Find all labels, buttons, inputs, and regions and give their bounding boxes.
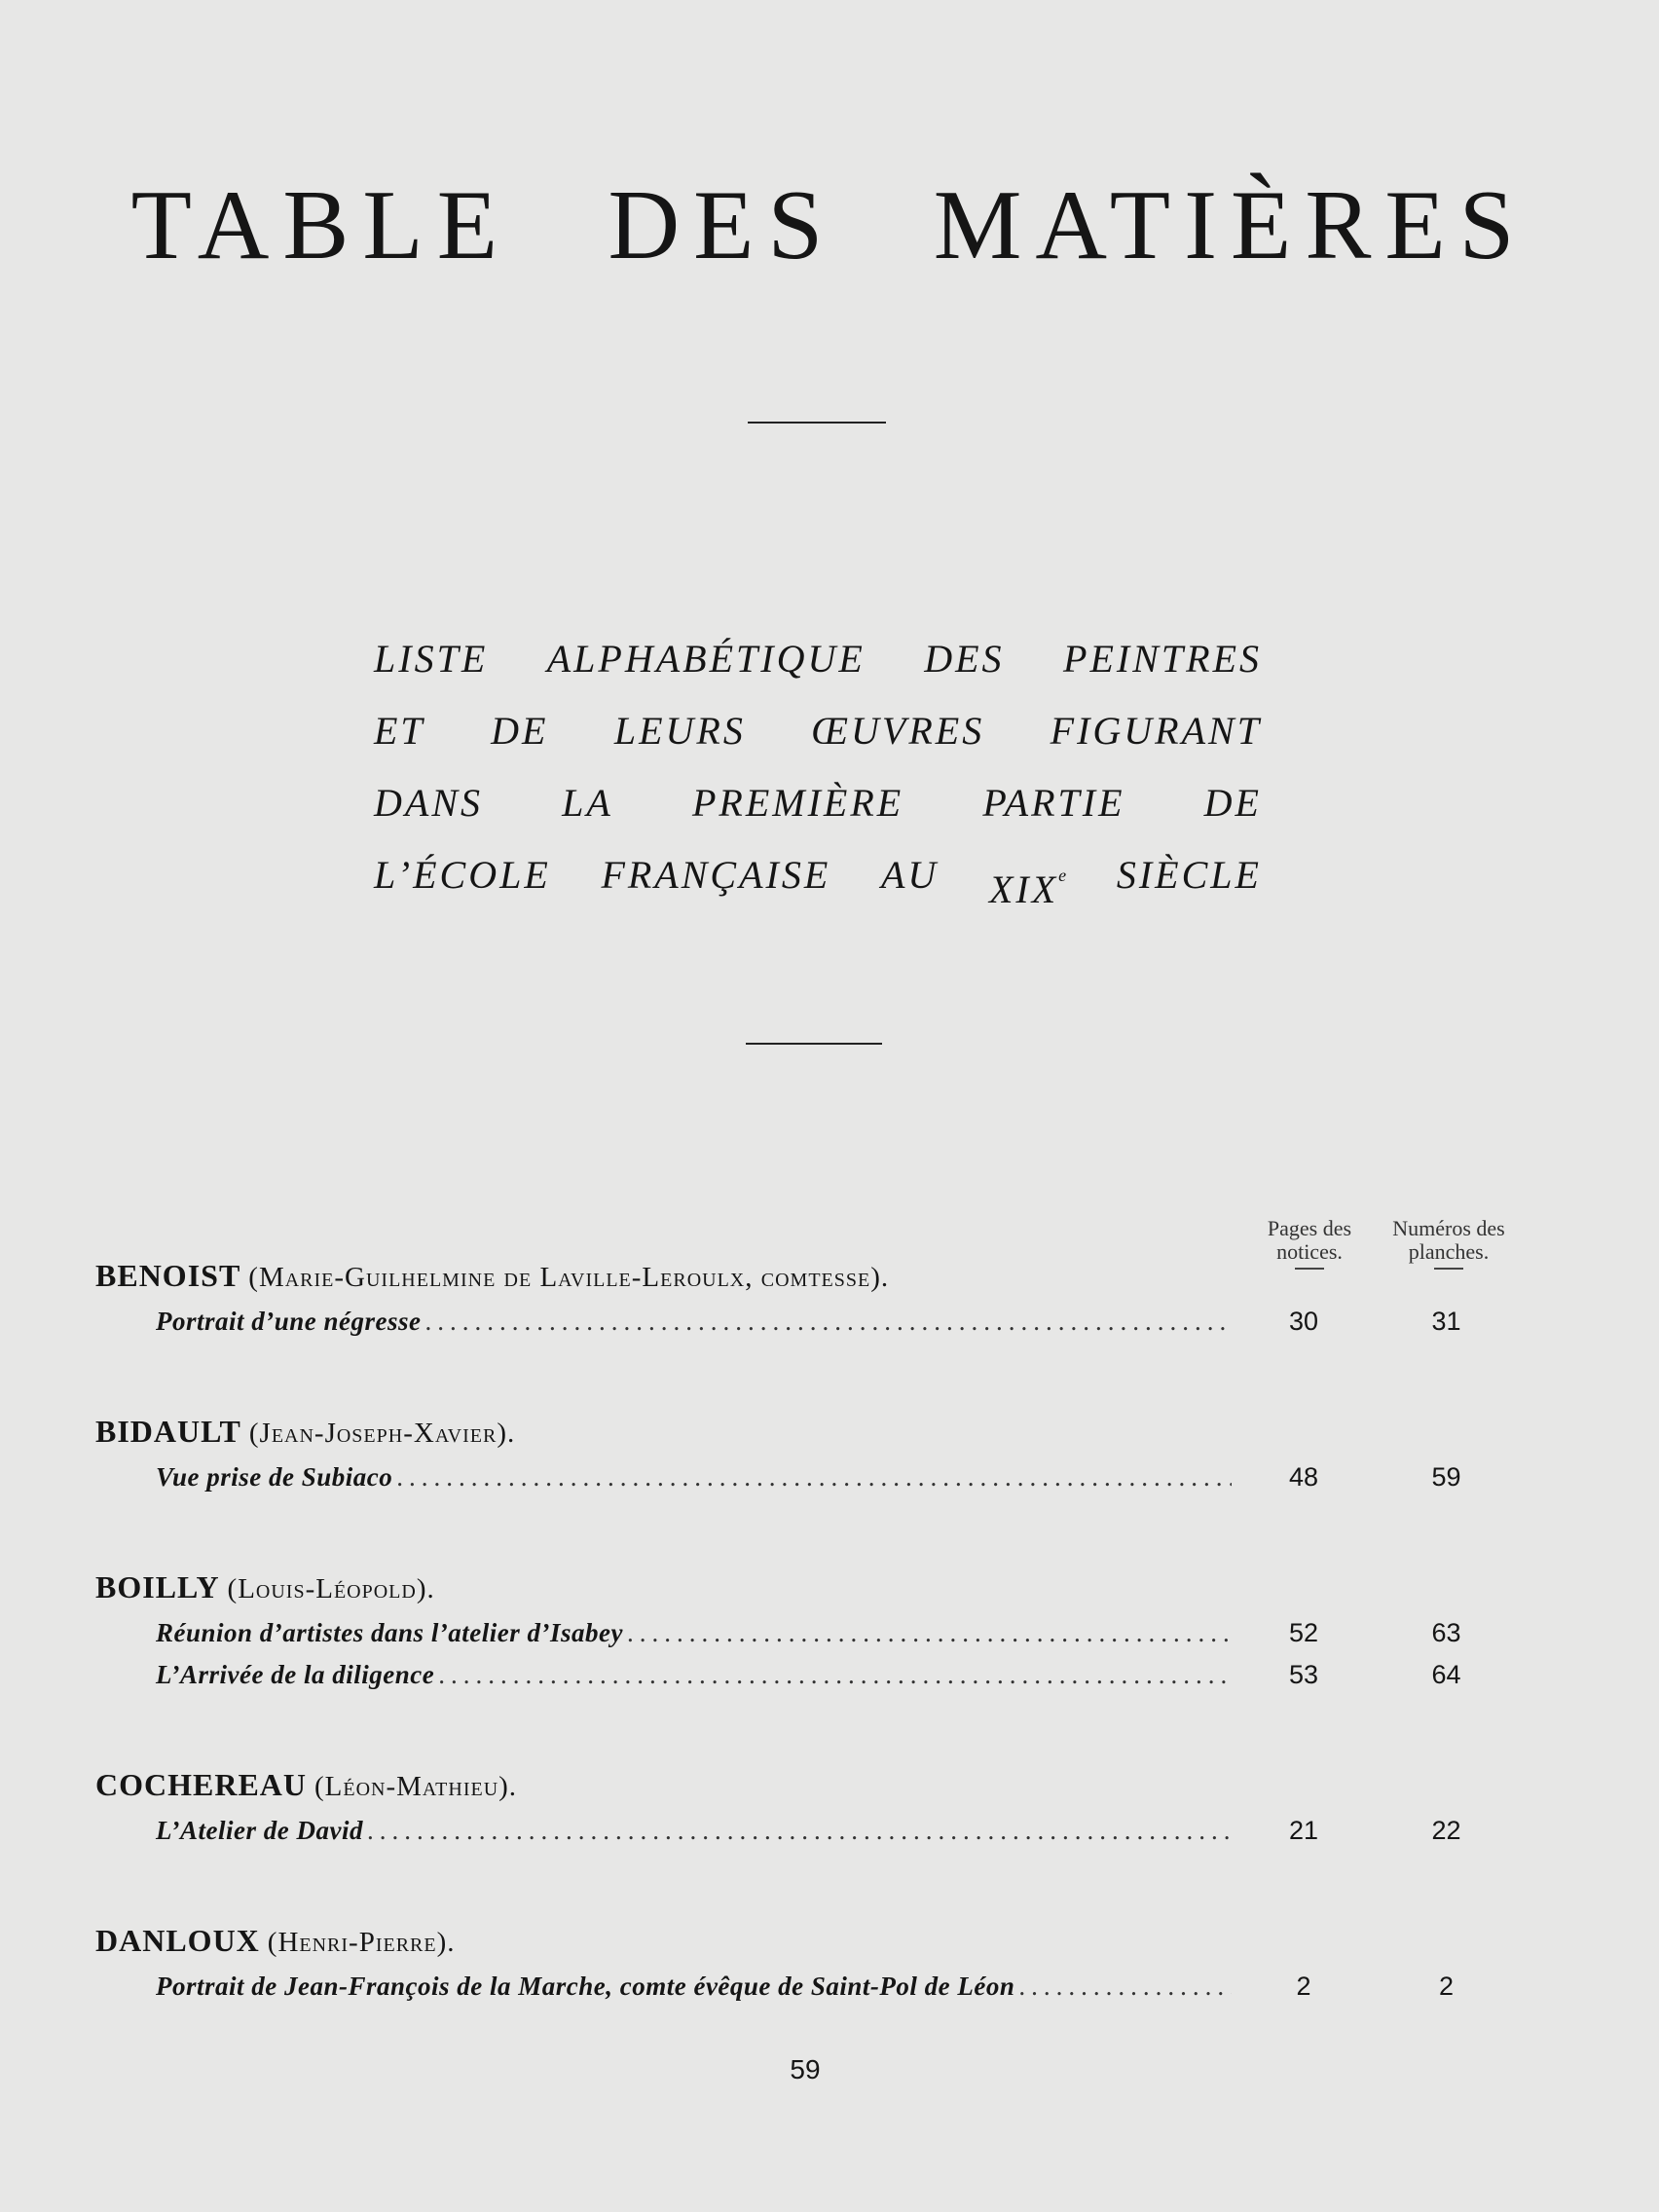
painter-heading bbox=[95, 1567, 1517, 1606]
work-row bbox=[95, 1451, 1517, 1493]
subtitle-line-3 bbox=[374, 767, 1262, 839]
subtitle-word: FIGURANT bbox=[1050, 709, 1262, 753]
notice-page: 21 bbox=[1288, 1816, 1319, 1845]
column-header-text: notices. bbox=[1276, 1239, 1343, 1264]
painter-entry bbox=[95, 1765, 1517, 1846]
painter-heading bbox=[95, 1921, 1517, 1960]
painter-given-names: (Léon-Mathieu). bbox=[314, 1771, 518, 1802]
column-header-text: Numéros des bbox=[1392, 1216, 1505, 1240]
notice-page: 53 bbox=[1288, 1660, 1319, 1689]
subtitle-word: SIÈCLE bbox=[1116, 853, 1262, 897]
subtitle-word: ŒUVRES bbox=[811, 709, 985, 753]
painter-name: BOILLY bbox=[95, 1569, 220, 1604]
subtitle-divider bbox=[746, 1043, 882, 1045]
subtitle-word: DE bbox=[1203, 781, 1262, 825]
painter-given-names: (Jean-Joseph-Xavier). bbox=[248, 1418, 516, 1449]
work-title: L’Arrivée de la diligence bbox=[156, 1660, 435, 1689]
painter-name: DANLOUX bbox=[95, 1923, 260, 1958]
subtitle-word: DANS bbox=[374, 781, 483, 825]
subtitle-line-2 bbox=[374, 695, 1262, 767]
work-row bbox=[95, 1960, 1517, 2002]
plate-number: 22 bbox=[1431, 1816, 1461, 1845]
notice-page: 30 bbox=[1288, 1307, 1319, 1336]
work-title: Portrait de Jean-François de la Marche, comte évêque de Saint-Pol de Léon bbox=[156, 1972, 1015, 2001]
painter-entry bbox=[95, 1256, 1517, 1337]
dot-leader bbox=[1018, 1972, 1232, 2002]
painter-given-names: (Louis-Léopold). bbox=[227, 1573, 435, 1604]
subtitle-word: PARTIE bbox=[982, 781, 1125, 825]
work-title: Réunion d’artistes dans l’atelier d’Isabey bbox=[156, 1618, 624, 1647]
subtitle-word: DES bbox=[924, 637, 1005, 681]
painter-given-names: (Marie-Guilhelmine de Laville-Leroulx, comtesse). bbox=[248, 1262, 890, 1293]
subtitle-word: AU bbox=[880, 853, 940, 897]
painter-entry bbox=[95, 1921, 1517, 2002]
painter-heading bbox=[95, 1412, 1517, 1451]
subtitle-word: FRANÇAISE bbox=[601, 853, 831, 897]
painter-list bbox=[95, 1256, 1517, 2002]
subtitle-century bbox=[989, 839, 1066, 926]
subtitle-word: PEINTRES bbox=[1063, 637, 1262, 681]
painter-heading bbox=[95, 1256, 1517, 1295]
work-row bbox=[95, 1804, 1517, 1846]
plate-number: 64 bbox=[1431, 1660, 1461, 1689]
subtitle-word: DE bbox=[491, 709, 549, 753]
subtitle-line-4 bbox=[374, 839, 1262, 926]
work-row bbox=[95, 1648, 1517, 1690]
subtitle-line-1 bbox=[374, 623, 1262, 695]
work-row bbox=[95, 1295, 1517, 1337]
plate-number: 59 bbox=[1431, 1462, 1461, 1492]
work-title: Portrait d’une négresse bbox=[156, 1307, 422, 1336]
plate-number: 63 bbox=[1431, 1618, 1461, 1647]
subtitle-word: ET bbox=[374, 709, 425, 753]
century-suffix: e bbox=[1058, 866, 1067, 885]
plate-number: 31 bbox=[1431, 1307, 1461, 1336]
dot-leader bbox=[396, 1462, 1232, 1493]
painter-name: BENOIST bbox=[95, 1258, 241, 1293]
column-header-text: Pages des bbox=[1267, 1216, 1352, 1240]
subtitle-word: LEURS bbox=[613, 709, 746, 753]
subtitle-word: LA bbox=[562, 781, 613, 825]
painter-heading bbox=[95, 1765, 1517, 1804]
painter-entry bbox=[95, 1412, 1517, 1493]
page-title: TABLE DES MATIÈRES bbox=[130, 170, 1529, 280]
notice-page: 52 bbox=[1288, 1618, 1319, 1647]
plate-number: 2 bbox=[1438, 1972, 1455, 2001]
painter-name: BIDAULT bbox=[95, 1414, 241, 1449]
work-title: L’Atelier de David bbox=[156, 1816, 363, 1845]
page-number: 59 bbox=[790, 2054, 821, 2084]
subtitle-word: PREMIÈRE bbox=[691, 781, 904, 825]
notice-page: 2 bbox=[1296, 1972, 1311, 2001]
notice-page: 48 bbox=[1288, 1462, 1319, 1492]
painter-given-names: (Henri-Pierre). bbox=[267, 1927, 456, 1958]
painter-name: COCHEREAU bbox=[95, 1767, 308, 1802]
work-title: Vue prise de Subiaco bbox=[156, 1462, 393, 1492]
subtitle-word: LISTE bbox=[374, 637, 489, 681]
subtitle-word: L’ÉCOLE bbox=[374, 853, 551, 897]
century-numeral: XIX bbox=[988, 867, 1059, 911]
painter-entry bbox=[95, 1567, 1517, 1690]
work-row bbox=[95, 1606, 1517, 1648]
column-header-text: planches. bbox=[1408, 1239, 1490, 1264]
title-divider bbox=[748, 422, 886, 424]
dot-leader bbox=[438, 1660, 1232, 1690]
subtitle-block bbox=[374, 623, 1262, 926]
dot-leader bbox=[425, 1307, 1232, 1337]
dot-leader bbox=[367, 1816, 1232, 1846]
subtitle-word: ALPHABÉTIQUE bbox=[546, 637, 866, 681]
dot-leader bbox=[627, 1618, 1232, 1648]
